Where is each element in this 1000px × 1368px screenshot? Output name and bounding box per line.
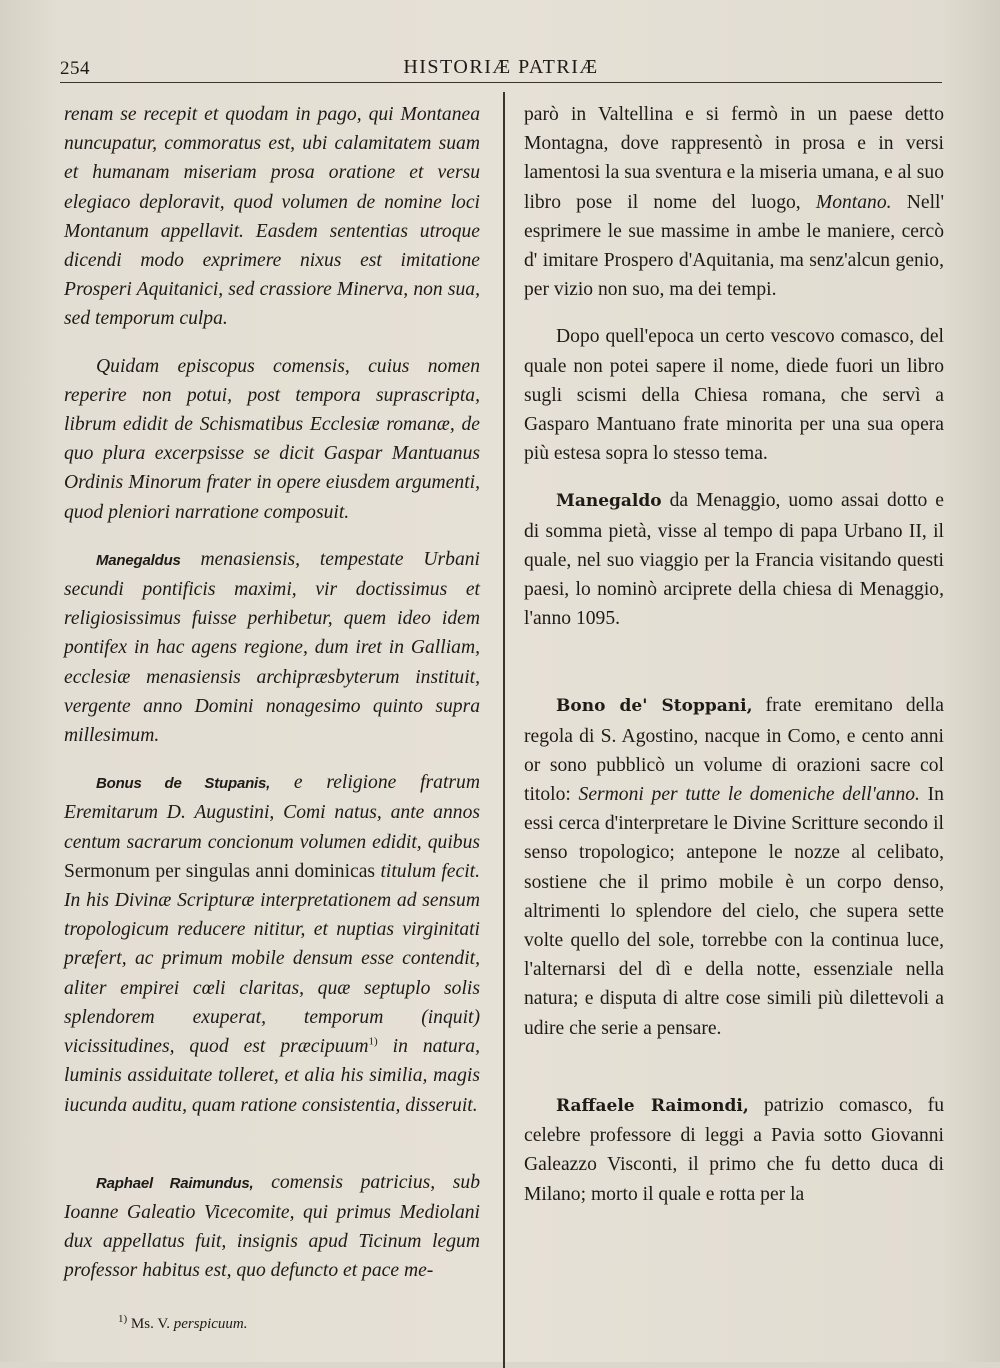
latin-entry-raphael: Raphael Raimundus, comensis patricius, sub Ioanne Galeatio Vicecomite, qui primus Mediolani dux appellatus fuit, insignis apud Ticinum legum professor habitus est, quo defuncto et pace me- (64, 1171, 481, 1282)
italian-paragraph: Dopo quell'epoca un certo vescovo comasco, del quale non potei sapere il nome, diede fuori un libro sugli scismi della Chiesa romana, che servì a Gasparo Mantuano frate minorita per una sua opera più estesa sopra lo stesso tema. (524, 326, 944, 465)
latin-entry-bonus: Bonus de Stupanis, e religione fratrum Eremitarum D. Augustini, Comi natus, ante annos centum sacrarum concionum volumen edidit, quibus Sermonum per singulas anni dominicas titulum fecit. In his Divinæ Scripturæ interpretationem ad sensum tropologicum reducere nititur, et nuptias virginitati præfert, ac primum mobile densum esse contendit, aliter empirei cœli claritas, quæ septuplo solis splendorem exuperat, temporum (inquit) vicissitudines, quod est præcipuum$^{1)}$ in natura, luminis assiduitate tolleret, et alia his similia, magis iucunda auditu, quam ratione consistentia, disseruit. (64, 772, 480, 1116)
italian-entry-raffaele: Raffaele Raimondi, patrizio comasco, fu celebre professore di leggi a Pavia sotto Giovanni Galeazzo Visconti, il primo che fu detto duca di Milano; morto il quale e rotta per la (524, 1094, 944, 1205)
italian-column (524, 100, 944, 1209)
latin-paragraph: Quidam episcopus comensis, cuius nomen reperire non potui, post tempora suprascripta, librum edidit de Schismatibus Ecclesiæ romanæ, de quo plura excerpsisse se dicit Gaspar Mantuanus Ordinis Minorum frater in opere eiusdem argumenti, quod pleniori narratione composuit. (64, 355, 480, 523)
italian-paragraph: parò in Valtellina e si fermò in un paese detto Montagna, dove rappresentò in prosa e in versi lamentosi la sua sventura e la miseria umana, e al suo libro pose il nome del luogo, Montano. Nell' esprimere le sue massime in ambe le maniere, cercò d' imitare Prospero d'Aquitania, ma senz'alcun genio, per vizio non suo, ma dei tempi. (524, 104, 944, 301)
footnote: $^{1)}$ Ms. V. perspicuum. (118, 1313, 248, 1332)
footnote-marker: 1) (368, 1035, 378, 1048)
entry-name: Raphael Raimundus, (96, 1174, 254, 1192)
italian-entry-manegaldo: Manegaldo da Menaggio, uomo assai dotto e di somma pietà, visse al tempo di papa Urbano II, il quale, nel suo viaggio per la Francia visitando questi paesi, lo nominò arciprete della chiesa di Menaggio, l'anno 1095. (524, 490, 944, 630)
entry-name: Bonus de Stupanis, (96, 775, 271, 793)
entry-name: Manegaldus (96, 551, 181, 569)
entry-name: Manegaldo (556, 491, 662, 512)
latin-paragraph: renam se recepit et quodam in pago, qui Montanea nuncupatur, commoratus est, ubi calamitatem suam et humanam miseriam prosa oratione et versu elegiaco deploravit, quod volumen de nomine loci Montanum appellavit. Easdem sententias utroque dicendi modo exprimere nixus est imitatione Prosperi Aquitanici, sed crassiore Minerva, non sua, sed temporum culpa. (64, 104, 480, 330)
italian-entry-bono: Bono de' Stoppani, frate eremitano della regola di S. Agostino, nacque in Como, e cento anni or sono pubblicò un volume di orazioni sacre col titolo: Sermoni per tutte le domeniche dell'anno. In essi cerca d'interpretare le Divine Scritture secondo il senso tropologico; antepone le nozze al celibato, sostiene che il primo mobile è un corpo denso, altrimenti lo splendore del cielo, che supera sette volte quello del sole, torrebbe con la continua luce, l'alternarsi del dì e della notte, essenziale nella natura; e disputa di altre cose simili più dilettevoli a udire che serie a pensare. (524, 695, 944, 1039)
latin-entry-manegaldus: Manegaldus menasiensis, tempestate Urbani secundi pontificis maximi, vir doctissimus et religiosissimus fuisse perhibetur, quem ideo idem pontifex in hac agens regione, dum iret in Galliam, ecclesiæ menasiensis archipræsbyterum instituit, vergente anno Domini nonagesimo quinto supra millesimum. (64, 548, 480, 747)
entry-name: Raffaele Raimondi, (556, 1095, 749, 1116)
footnote-number: 1) (118, 1313, 128, 1325)
column-divider (503, 92, 505, 1368)
latin-column (64, 100, 480, 1286)
running-title: HISTORIÆ PATRIÆ (403, 56, 599, 78)
entry-name: Bono de' Stoppani, (556, 696, 753, 717)
page-number: 254 (60, 58, 90, 79)
running-head (60, 52, 942, 83)
